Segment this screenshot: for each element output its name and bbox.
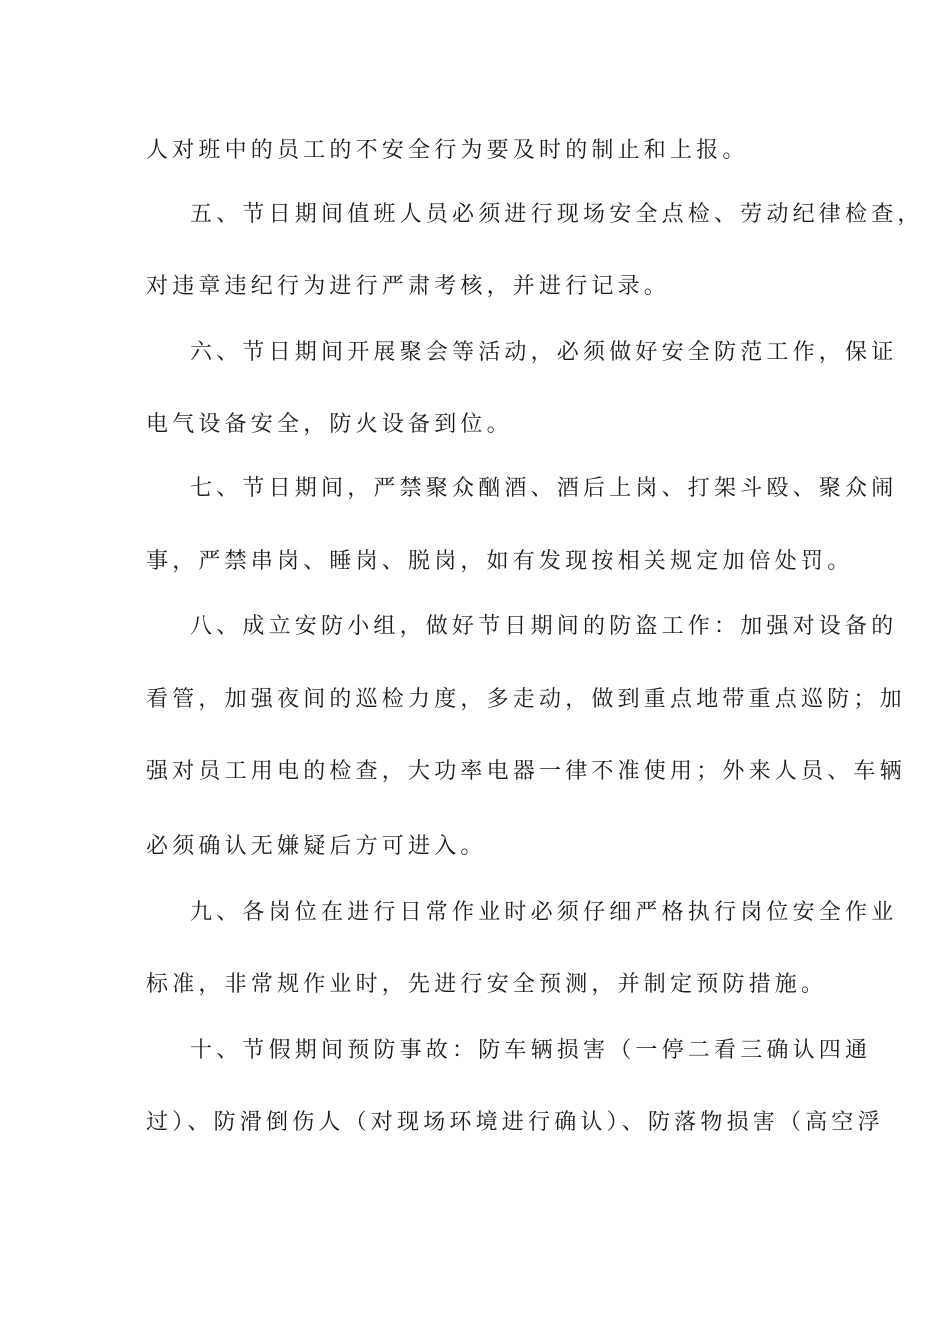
text-line-7: 事，严禁串岗、睡岗、脱岗，如有发现按相关规定加倍处罚。 bbox=[146, 549, 854, 574]
text-line-12: 九、各岗位在进行日常作业时必须仔细严格执行岗位安全作业 bbox=[190, 900, 898, 925]
text-line-15: 过）、防滑倒伤人（对现场环境进行确认）、防落物损害（高空浮 bbox=[146, 1110, 884, 1135]
text-line-1: 人对班中的员工的不安全行为要及时的制止和上报。 bbox=[146, 138, 749, 163]
text-line-4: 六、节日期间开展聚会等活动，必须做好安全防范工作，保证 bbox=[190, 340, 898, 365]
text-line-2: 五、节日期间值班人员必须进行现场安全点检、劳动纪律检查， bbox=[190, 202, 924, 227]
text-line-9: 看管，加强夜间的巡检力度，多走动，做到重点地带重点巡防；加 bbox=[146, 687, 906, 712]
text-line-6: 七、节日期间，严禁聚众酗酒、酒后上岗、打架斗殴、聚众闹 bbox=[190, 476, 898, 501]
text-line-5: 电气设备安全，防火设备到位。 bbox=[146, 412, 513, 437]
text-line-10: 强对员工用电的检查，大功率电器一律不准使用；外来人员、车辆 bbox=[146, 759, 906, 784]
text-line-11: 必须确认无嫌疑后方可进入。 bbox=[146, 834, 487, 859]
text-line-13: 标准，非常规作业时，先进行安全预测，并制定预防措施。 bbox=[146, 972, 828, 997]
text-line-14: 十、节假期间预防事故：防车辆损害（一停二看三确认四通 bbox=[190, 1038, 872, 1063]
text-line-3: 对违章违纪行为进行严肃考核，并进行记录。 bbox=[146, 274, 671, 299]
text-line-8: 八、成立安防小组，做好节日期间的防盗工作：加强对设备的 bbox=[190, 614, 898, 639]
